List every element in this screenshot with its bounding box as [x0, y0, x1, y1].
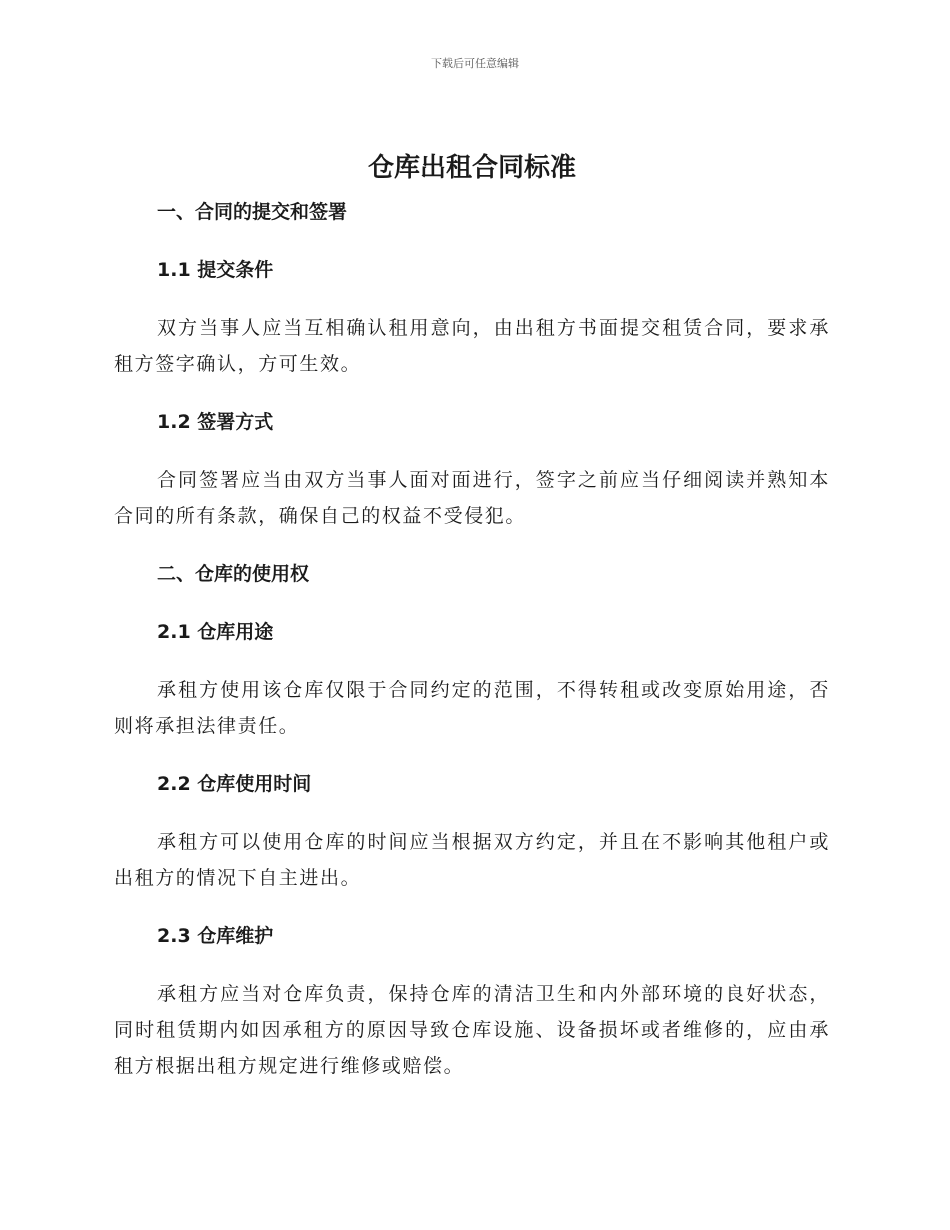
- subsection-heading-1-1: 1.1 提交条件: [157, 259, 274, 281]
- paragraph-2-2: 承租方可以使用仓库的时间应当根据双方约定，并且在不影响其他租户或出租方的情况下自主进出。: [114, 831, 830, 889]
- paragraph-1-1: 双方当事人应当互相确认租用意向，由出租方书面提交租赁合同，要求承租方签字确认，方可生效。: [114, 317, 830, 375]
- subsection-heading-2-3: 2.3 仓库维护: [157, 925, 274, 947]
- section-heading-2: 二、仓库的使用权: [157, 563, 310, 585]
- subsection-heading-1-2: 1.2 签署方式: [157, 411, 274, 433]
- document-body: [114, 148, 830, 1084]
- subsection-heading-2-2: 2.2 仓库使用时间: [157, 773, 312, 795]
- paragraph-2-3: 承租方应当对仓库负责，保持仓库的清洁卫生和内外部环境的良好状态，同时租赁期内如因承租方的原因导致仓库设施、设备损坏或者维修的，应由承租方根据出租方规定进行维修或赔偿。: [114, 983, 830, 1077]
- document-title: 仓库出租合同标准: [367, 153, 576, 183]
- section-heading-1: 一、合同的提交和签署: [157, 201, 348, 223]
- paragraph-1-2: 合同签署应当由双方当事人面对面进行，签字之前应当仔细阅读并熟知本合同的所有条款，确保自己的权益不受侵犯。: [114, 469, 830, 527]
- page-header-note: 下载后可任意编辑: [431, 57, 519, 70]
- subsection-heading-2-1: 2.1 仓库用途: [157, 621, 274, 643]
- paragraph-2-1: 承租方使用该仓库仅限于合同约定的范围，不得转租或改变原始用途，否则将承担法律责任。: [114, 679, 830, 737]
